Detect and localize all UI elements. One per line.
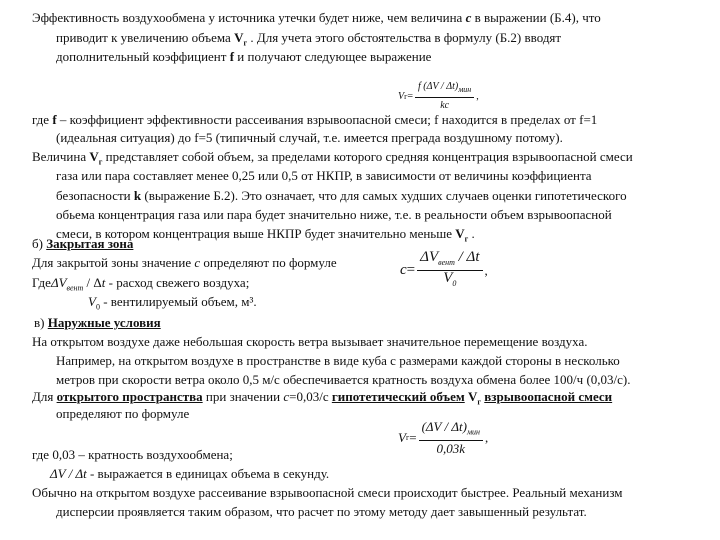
text-segment: Например, на открытом воздухе в пространстве в виде куба с размерами каждой стороны в несколько (56, 353, 620, 368)
text-line (56, 406, 189, 422)
text-segment: . (468, 226, 475, 241)
text-line (56, 353, 620, 369)
numerator-sub: мин (466, 427, 481, 437)
formula-tail: , (485, 429, 489, 445)
heading-text: Закрытая зона (46, 236, 134, 251)
text-segment: V (234, 30, 244, 45)
text-segment: - расход свежего воздуха; (105, 275, 250, 290)
text-segment: 0 (95, 302, 100, 312)
text-line (32, 485, 623, 501)
text-segment: газа или пара составляет менее 0,25 или 0,5 от НКПР, в зависимости от величины коэффициента (56, 168, 592, 183)
heading-text: Наружные условия (47, 315, 161, 330)
text-segment: - вентилируемый объем, м³. (99, 294, 257, 309)
text-segment: c (283, 389, 290, 404)
numerator-text: f (ΔV / Δt) (418, 81, 459, 92)
formula-eq: = (407, 91, 414, 102)
text-segment: Для закрытой зоны значение (32, 255, 195, 270)
text-segment: Величина (32, 149, 90, 164)
formula-c-closed (400, 250, 488, 291)
text-line (34, 315, 161, 331)
text-segment: безопасности (56, 188, 134, 203)
text-segment: дополнительный коэффициент (56, 49, 230, 64)
text-segment: t (101, 275, 106, 290)
formula-lhs-sub: г (404, 92, 408, 101)
text-segment: г (98, 157, 103, 167)
text-line (32, 112, 597, 128)
denominator-sub: 0 (452, 279, 457, 288)
text-segment: Где (32, 275, 51, 290)
formula-denominator (443, 271, 456, 291)
text-segment: На открытом воздухе даже небольшая скорость ветра вызывает значительное перемещение воздуха. (32, 334, 588, 349)
text-segment: в) (34, 315, 48, 330)
text-segment: V (89, 149, 99, 164)
text-segment: (выражение Б.2). Это означает, что для самых худших случаев оценки гипотетического (141, 188, 627, 203)
text-segment: где (32, 112, 53, 127)
text-segment: ΔV (50, 275, 67, 290)
formula-numerator (415, 80, 474, 98)
text-line (32, 334, 588, 350)
text-line (88, 294, 257, 316)
text-segment: V (88, 294, 96, 309)
formula-fraction (417, 250, 482, 291)
text-line (32, 447, 233, 463)
numerator-sub: мин (458, 85, 472, 94)
formula-vg-open (398, 420, 488, 456)
text-line (56, 372, 631, 388)
text-segment: Для (32, 389, 57, 404)
numerator-sub: вент (438, 258, 455, 267)
text-line (32, 236, 133, 252)
formula-vg-f (398, 80, 479, 113)
formula-tail: , (484, 262, 488, 278)
text-line (56, 130, 563, 146)
text-segment: дисперсии проявляется таким образом, что расчет по этому методу дает завышенный результат. (56, 504, 587, 519)
formula-numerator (417, 250, 482, 271)
formula-lhs: V (398, 91, 405, 102)
text-segment: V (455, 226, 465, 241)
text-segment: смеси, в котором концентрация выше НКПР будет значительно меньше (56, 226, 456, 241)
text-segment: / Δ (83, 275, 102, 290)
formula-fraction (419, 420, 483, 456)
formula-numerator (419, 420, 483, 441)
text-segment: в выражении (Б.4), что (471, 10, 601, 25)
text-line (56, 168, 592, 184)
formula-tail: , (476, 91, 479, 102)
formula-fraction (415, 80, 474, 113)
numerator-text: (ΔV / Δt) (421, 419, 467, 434)
text-segment: Обычно на открытом воздухе рассеивание взрывоопасной смеси происходит быстрее. Реальный механизм (32, 485, 623, 500)
text-segment: где 0,03 – кратность воздухообмена; (32, 447, 233, 462)
text-line (32, 255, 337, 271)
text-line (56, 188, 627, 204)
heading-text: открытого пространства (56, 389, 203, 404)
text-segment: определяют по формуле (200, 255, 337, 270)
text-segment: б) (32, 236, 47, 251)
text-segment: V (467, 389, 478, 404)
text-segment: =0,03/с (289, 389, 332, 404)
formula-lhs-sub: г (405, 433, 410, 443)
denominator-text: V (443, 270, 453, 286)
text-segment: c (465, 10, 472, 25)
text-segment: определяют по формуле (56, 406, 190, 421)
text-line (50, 466, 329, 482)
text-segment: ΔV / Δt (50, 466, 87, 481)
text-segment: и получают следующее выражение (234, 49, 432, 64)
text-line (56, 207, 612, 223)
text-line (56, 504, 587, 520)
text-segment: f (52, 112, 57, 127)
formula-denominator: 0,03k (436, 440, 466, 456)
text-segment: c (194, 255, 201, 270)
text-segment: вент (66, 283, 84, 293)
numerator-text: ΔV (420, 249, 439, 265)
text-segment: k (133, 188, 142, 203)
text-line (56, 49, 431, 65)
heading-text: взрывоопасной смеси (484, 389, 613, 404)
text-segment: обьема концентрация газа или пара будет значительно ниже, т.е. в реальности объем взрывоопасной (56, 207, 612, 222)
formula-lhs: c (400, 262, 407, 278)
text-segment: - выражается в единицах объема в секунду. (86, 466, 330, 481)
heading-text: гипотетический объем (331, 389, 465, 404)
text-segment: приводит к увеличению объема (56, 30, 235, 45)
formula-denominator: kc (440, 100, 450, 111)
text-line (32, 10, 601, 26)
formula-eq: = (409, 429, 417, 445)
text-segment: метров при скорости ветра около 0,5 м/с обеспечивается кратность воздуха обмена более 100/ч (0,03/с). (56, 372, 631, 387)
text-segment: г (243, 38, 248, 48)
formula-eq: = (406, 262, 416, 278)
text-segment: представляет собой объем, за пределами которого средняя концентрация взрывоопасной смеси (102, 149, 633, 164)
text-segment: г (477, 397, 482, 407)
text-segment: . Для учета этого обстоятельства в формулу (Б.2) вводят (247, 30, 562, 45)
text-segment: – коэффициент эффективности рассеивания взрывоопасной смеси; f находится в пределах от f=1 (56, 112, 598, 127)
text-segment: (идеальная ситуация) до f=5 (типичный случай, т.е. имеется преграда воздушному потому). (56, 130, 563, 145)
numerator-tail: / Δt (454, 249, 480, 265)
formula-lhs: V (398, 429, 406, 445)
text-segment: Эффективность воздухообмена у источника утечки будет ниже, чем величина (32, 10, 466, 25)
text-segment: f (229, 49, 235, 64)
text-segment: г (464, 234, 469, 244)
text-segment: при значении (202, 389, 284, 404)
